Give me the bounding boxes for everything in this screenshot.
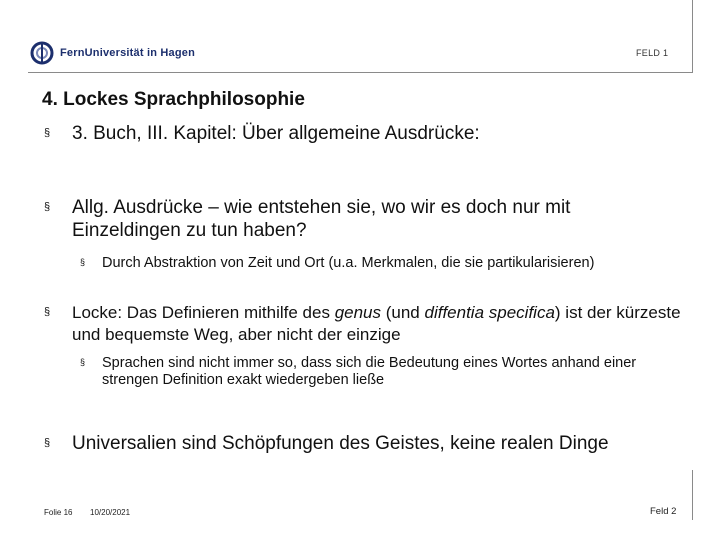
bullet-item bbox=[44, 196, 684, 242]
sub-bullet-text: Sprachen sind nicht immer so, dass sich die Bedeutung eines Wortes anhand einer strengen Definition exakt wiedergeben ließe bbox=[102, 355, 637, 388]
bullet-text bbox=[72, 302, 684, 346]
bullet-item bbox=[44, 122, 684, 145]
header-corner-divider bbox=[692, 0, 693, 72]
bullet-text-part: ) ist der kürzeste und bequemste Weg, aber nicht der einzige bbox=[72, 303, 681, 344]
slide-date: 10/20/2021 bbox=[90, 508, 131, 517]
bullet-text: Allg. Ausdrücke – wie entstehen sie, wo wir es doch nur mit Einzeldingen zu tun haben? bbox=[72, 197, 571, 241]
footer-divider bbox=[692, 470, 693, 520]
bullet-text: Universalien sind Schöpfungen des Geistes, keine realen Dinge bbox=[72, 433, 609, 454]
bullet-item bbox=[44, 432, 704, 455]
university-logo bbox=[30, 36, 195, 70]
bullet-item bbox=[44, 302, 684, 346]
logo-mark-icon bbox=[30, 41, 54, 65]
bullet-glyph: § bbox=[80, 257, 86, 267]
feld-label-top: FELD 1 bbox=[636, 48, 669, 58]
bullet-text-part: (und bbox=[381, 303, 425, 322]
bullet-glyph: § bbox=[44, 437, 51, 449]
sub-bullet-item bbox=[80, 355, 680, 389]
bullet-glyph: § bbox=[44, 201, 51, 213]
header-divider bbox=[28, 72, 693, 73]
bullet-glyph: § bbox=[44, 127, 51, 139]
term-genus: genus bbox=[334, 303, 382, 322]
sub-bullet-text: Durch Abstraktion von Zeit und Ort (u.a. Merkmalen, die sie partikularisieren) bbox=[102, 255, 595, 271]
bullet-glyph: § bbox=[80, 357, 86, 367]
institution-name: FernUniversität in Hagen bbox=[60, 47, 195, 59]
term-differentia: diffentia specifica bbox=[424, 303, 555, 322]
slide-number: Folie 16 bbox=[44, 508, 73, 517]
bullet-text-part: Locke: Das Definieren mithilfe des bbox=[72, 303, 335, 322]
feld-label-bottom: Feld 2 bbox=[650, 506, 677, 517]
sub-bullet-item bbox=[80, 255, 600, 272]
bullet-glyph: § bbox=[44, 306, 51, 318]
bullet-text: 3. Buch, III. Kapitel: Über allgemeine Ausdrücke: bbox=[72, 123, 480, 144]
slide-title: 4. Lockes Sprachphilosophie bbox=[42, 89, 305, 110]
